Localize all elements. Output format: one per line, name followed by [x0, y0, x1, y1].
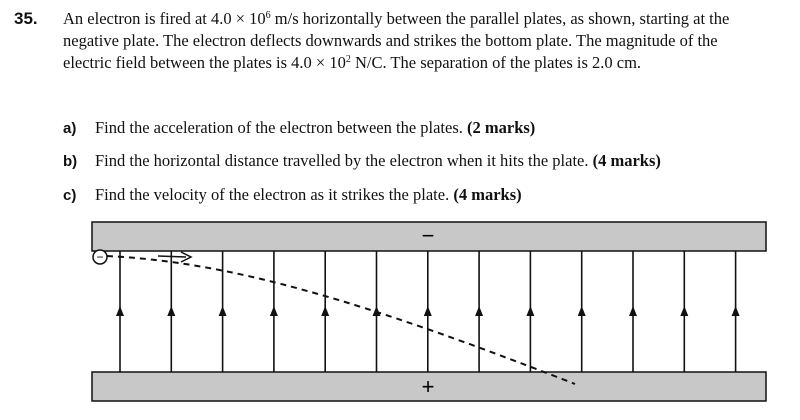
field-arrow: [629, 306, 637, 316]
field-lines: [116, 251, 740, 372]
stem-text-1: An electron is fired at 4.0 × 10: [63, 9, 266, 28]
field-arrow: [680, 306, 688, 316]
part-marks: (2 marks): [467, 118, 536, 137]
electron-trajectory: [107, 256, 575, 384]
part-text: Find the acceleration of the electron between the plates.: [95, 118, 468, 137]
part-label: c): [63, 187, 77, 204]
field-arrow: [321, 306, 329, 316]
part-label: a): [63, 120, 77, 137]
field-arrow: [424, 306, 432, 316]
part-label: b): [63, 153, 78, 170]
velocity-arrow: [158, 256, 186, 257]
part-text: Find the velocity of the electron as it strikes the plate.: [95, 185, 454, 204]
field-arrow: [578, 306, 586, 316]
field-arrow: [167, 306, 175, 316]
part-marks: (4 marks): [453, 185, 522, 204]
part-marks: (4 marks): [592, 151, 661, 170]
question-number: 35.: [14, 9, 38, 28]
electron-charge-sign: −: [96, 250, 104, 264]
negative-sign: −: [421, 223, 435, 248]
stem-text-3: N/C. The separation of the plates is 2.0 cm.: [350, 53, 642, 72]
stem-text-2: m/s horizontally between the parallel plates, as shown, starting at the negative plate. The electron deflects downwards and strikes the bottom plate. The magnitude of the electric field between the plates is 4.0 × 10: [63, 9, 730, 72]
field-arrow: [219, 306, 227, 316]
field-arrow: [475, 306, 483, 316]
field-arrow: [526, 306, 534, 316]
field-arrow: [270, 306, 278, 316]
field-arrow: [732, 306, 740, 316]
part-text: Find the horizontal distance travelled by the electron when it hits the plate.: [95, 151, 593, 170]
positive-sign: +: [421, 374, 435, 399]
field-arrow: [116, 306, 124, 316]
stem-exponent-1: 6: [265, 10, 271, 21]
stem-exponent-2: 2: [345, 54, 351, 65]
